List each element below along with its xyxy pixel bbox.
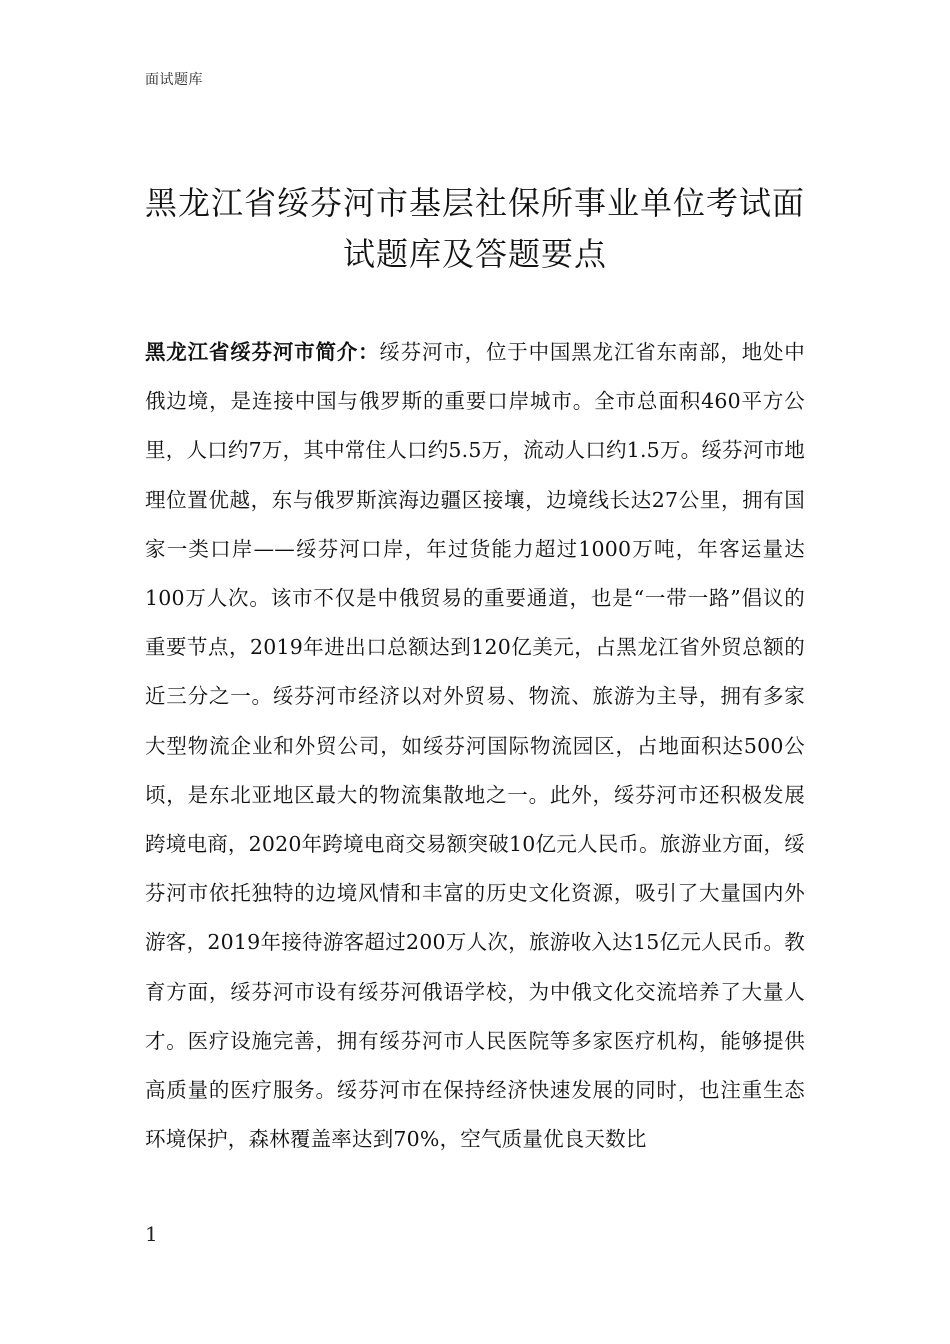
intro-paragraph — [145, 328, 805, 1213]
page-number: 1 — [145, 1222, 158, 1246]
page-header: 面试题库 — [145, 72, 203, 88]
intro-text: 绥芬河市，位于中国黑龙江省东南部，地处中俄边境，是连接中国与俄罗斯的重要口岸城市。全市总面积460平方公里，人口约7万，其中常住人口约5.5万，流动人口约1.5万。绥芬河市地理位置优越，东与俄罗斯滨海边疆区接壤，边境线长达27公里，拥有国家一类口岸——绥芬河口岸，年过货能力超过1000万吨，年客运量达100万人次。该市不仅是中俄贸易的重要通道，也是“一带一路”倡议的重要节点，2019年进出口总额达到120亿美元，占黑龙江省外贸总额的近三分之一。绥芬河市经济以对外贸易、物流、旅游为主导，拥有多家大型物流企业和外贸公司，如绥芬河国际物流园区，占地面积达500公顷，是东北亚地区最大的物流集散地之一。此外，绥芬河市还积极发展跨境电商，2020年跨境电商交易额突破10亿元人民币。旅游业方面，绥芬河市依托独特的边境风情和丰富的历史文化资源，吸引了大量国内外游客，2019年接待游客超过200万人次，旅游收入达15亿元人民币。教育方面，绥芬河市设有绥芬河俄语学校，为中俄文化交流培养了大量人才。医疗设施完善，拥有绥芬河市人民医院等多家医疗机构，能够提供高质量的医疗服务。绥芬河市在保持经济快速发展的同时，也注重生态环境保护，森林覆盖率达到70%，空气质量优良天数比 — [145, 340, 805, 1152]
title-line-2: 试题库及答题要点 — [342, 235, 607, 273]
intro-label: 黑龙江省绥芬河市简介： — [145, 340, 380, 364]
title-line-1: 黑龙江省绥芬河市基层社保所事业单位考试面 — [144, 184, 805, 222]
document-title — [95, 178, 855, 280]
